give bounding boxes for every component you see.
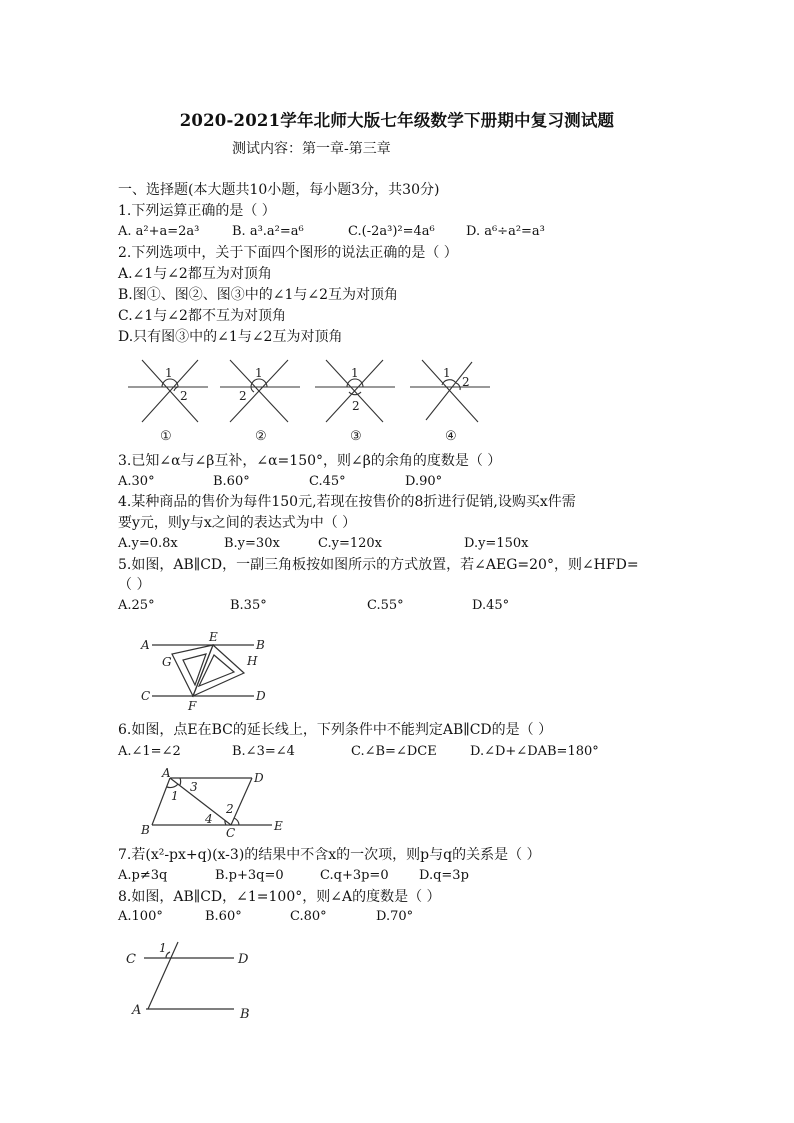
q5-option-c: C.55° (367, 598, 404, 613)
q1-option-a: A. a²+a=2a³ (118, 224, 200, 239)
fig3-label-2: 2 (352, 399, 360, 413)
page-title: 2020-2021学年北师大版七年级数学下册期中复习测试题 (179, 111, 615, 130)
q1-option-c: C.(-2a³)²=4a⁶ (348, 224, 435, 239)
q6-option-b: B.∠3=∠4 (232, 744, 295, 759)
q5-option-a: A.25° (118, 598, 155, 613)
q5-option-d: D.45° (472, 598, 510, 613)
question-4-stem-line2: 要y元，则y与x之间的表达式为中（ ） (118, 515, 357, 531)
fig2-label-2: 2 (239, 389, 247, 403)
q8-option-a: A.100° (118, 909, 163, 924)
question-8-stem: 8.如图，AB∥CD，∠1=100°，则∠A的度数是（ ） (118, 889, 441, 905)
q8-option-c: C.80° (290, 909, 327, 924)
q8-label-b: B (240, 1007, 250, 1022)
page-subtitle: 测试内容：第一章-第三章 (232, 141, 391, 157)
q2-figures (120, 352, 500, 447)
q6-label-e: E (274, 819, 283, 833)
q5-label-d: D (256, 689, 266, 703)
q5-label-e: E (209, 630, 218, 644)
q6-option-a: A.∠1=∠2 (118, 744, 181, 759)
q7-option-b: B.p+3q=0 (215, 868, 284, 883)
q6-label-2: 2 (226, 802, 234, 816)
q5-label-h: H (247, 654, 258, 668)
q8-label-c: C (126, 952, 136, 967)
fig3-label-1: 1 (351, 366, 359, 380)
fig-caption-4: ④ (445, 429, 457, 444)
fig4-label-1: 1 (443, 366, 451, 380)
q2-option-b: B.图①、图②、图③中的∠1与∠2互为对顶角 (118, 287, 399, 303)
q8-label-d: D (238, 952, 249, 967)
q6-option-d: D.∠D+∠DAB=180° (470, 744, 599, 759)
q6-label-b: B (141, 823, 150, 837)
q6-figure (140, 768, 290, 838)
q2-option-a: A.∠1与∠2都互为对顶角 (118, 266, 272, 282)
q1-option-d: D. a⁶÷a²=a³ (466, 224, 545, 239)
q8-option-b: B.60° (205, 909, 242, 924)
q6-label-3: 3 (190, 780, 198, 794)
q5-label-b: B (256, 638, 265, 652)
fig-caption-1: ① (160, 429, 172, 444)
question-6-stem: 6.如图，点E在BC的延长线上，下列条件中不能判定AB∥CD的是（ ） (118, 722, 553, 738)
q7-option-c: C.q+3p=0 (320, 868, 389, 883)
q4-option-d: D.y=150x (464, 536, 529, 551)
q6-label-d: D (254, 771, 264, 785)
q5-label-a: A (141, 638, 150, 652)
fig-caption-3: ③ (350, 429, 362, 444)
fig4-label-2: 2 (462, 375, 470, 389)
question-5-stem-line2: （ ） (118, 577, 151, 593)
q5-label-f: F (188, 699, 197, 713)
q8-figure (122, 938, 272, 1023)
q4-option-a: A.y=0.8x (118, 536, 178, 551)
q5-label-c: C (141, 689, 151, 703)
fig-caption-2: ② (255, 429, 267, 444)
q4-option-c: C.y=120x (318, 536, 382, 551)
q2-option-d: D.只有图③中的∠1与∠2互为对顶角 (118, 329, 343, 345)
question-1-stem: 1.下列运算正确的是（ ） (118, 203, 276, 219)
question-3-stem: 3.已知∠α与∠β互补，∠α=150°，则∠β的余角的度数是（ ） (118, 453, 502, 469)
fig2-label-1: 1 (255, 366, 263, 380)
question-4-stem-line1: 4.某种商品的售价为每件150元,若现在按售价的8折进行促销,设购买x件需 (118, 494, 576, 510)
question-2-stem: 2.下列选项中，关于下面四个图形的说法正确的是（ ） (118, 245, 458, 261)
q7-option-a: A.p≠3q (118, 868, 168, 883)
fig1-label-2: 2 (180, 389, 188, 403)
q6-option-c: C.∠B=∠DCE (351, 744, 437, 759)
section-heading: 一、选择题(本大题共10小题，每小题3分，共30分) (118, 182, 440, 198)
q3-option-c: C.45° (309, 474, 346, 489)
q6-label-1: 1 (171, 789, 179, 803)
q3-option-d: D.90° (405, 474, 443, 489)
q3-option-a: A.30° (118, 474, 155, 489)
q5-figure (138, 628, 273, 713)
question-5-stem-line1: 5.如图，AB∥CD，一副三角板按如图所示的方式放置，若∠AEG=20°，则∠HFD= (118, 557, 639, 573)
q5-option-b: B.35° (230, 598, 267, 613)
q6-label-4: 4 (205, 812, 213, 826)
q6-label-a: A (162, 766, 171, 780)
q7-option-d: D.q=3p (419, 868, 469, 883)
q8-option-d: D.70° (376, 909, 414, 924)
q6-label-c: C (226, 826, 236, 840)
fig1-label-1: 1 (165, 366, 173, 380)
q4-option-b: B.y=30x (224, 536, 280, 551)
q8-label-1: 1 (159, 941, 167, 955)
q3-option-b: B.60° (213, 474, 250, 489)
question-7-stem: 7.若(x²-px+q)(x-3)的结果中不含x的一次项，则p与q的关系是（ ） (118, 847, 541, 863)
q8-label-a: A (132, 1003, 142, 1018)
q5-label-g: G (162, 655, 172, 669)
q1-option-b: B. a³.a²=a⁶ (232, 224, 304, 239)
q2-option-c: C.∠1与∠2都不互为对顶角 (118, 308, 286, 324)
